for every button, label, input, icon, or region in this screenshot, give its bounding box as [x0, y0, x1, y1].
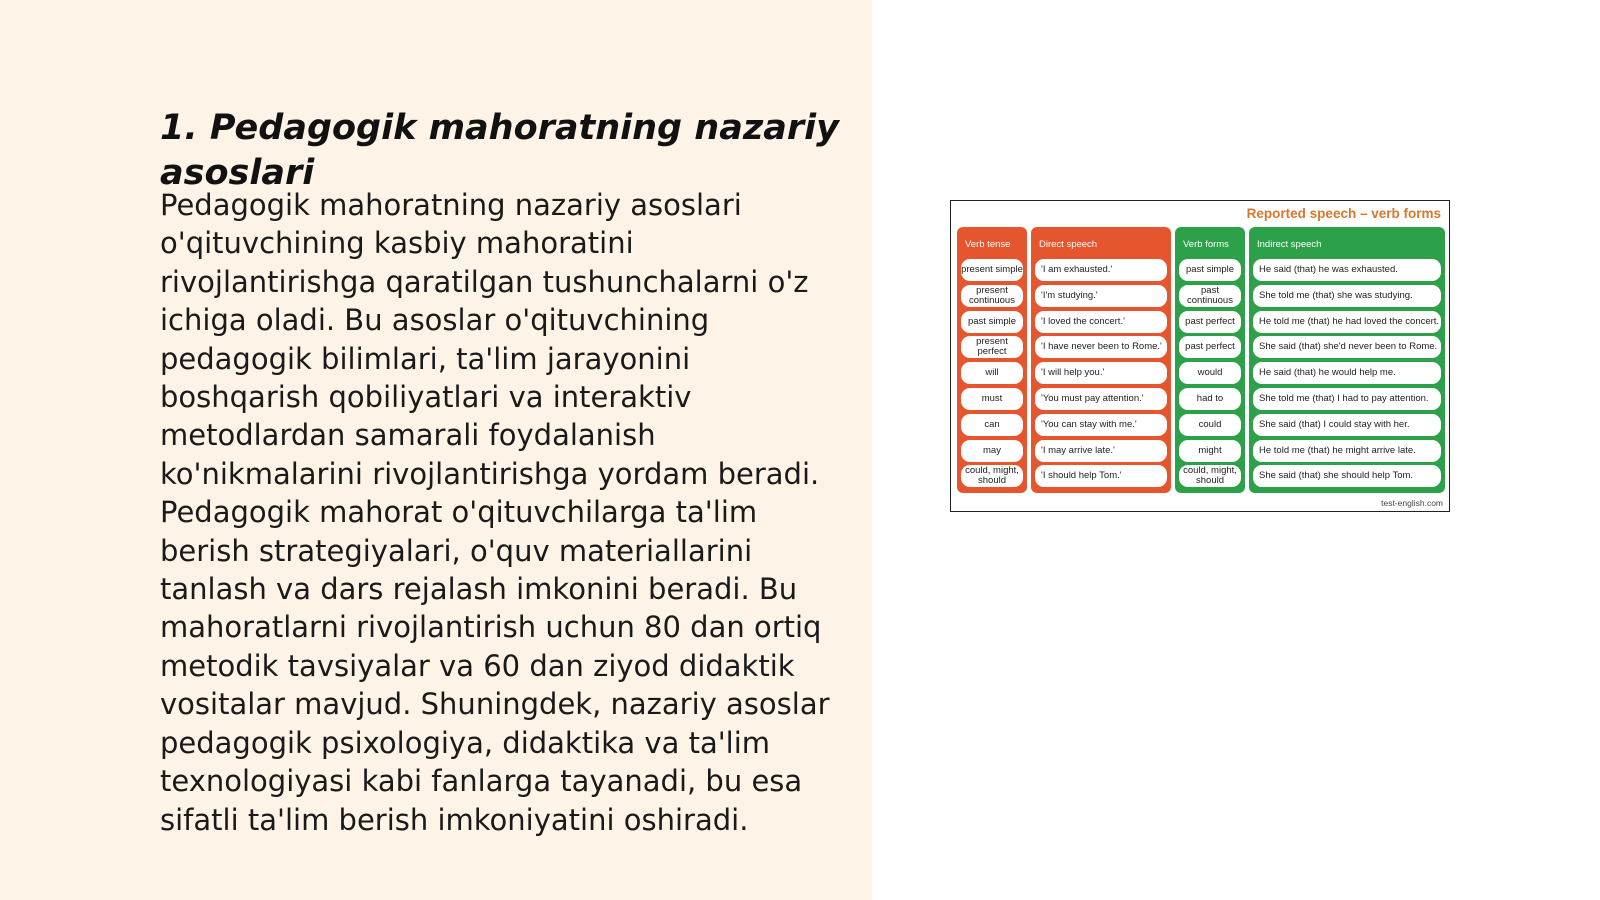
direct-speech-cell: 'I should help Tom.': [1035, 465, 1167, 487]
verb-tense-cell: could, might, should: [961, 465, 1023, 487]
direct-speech-column: [1031, 227, 1171, 493]
indirect-speech-column: [1249, 227, 1445, 493]
verb-tense-cell: past simple: [961, 311, 1023, 333]
verb-tense-cell: present simple: [961, 259, 1023, 281]
slide-body-text: Pedagogik mahoratning nazariy asoslari o'qituvchining kasbiy mahoratini rivojlantirishga qaratilgan tushunchalarni o'z ichiga oladi. Bu asoslar o'qituvchining pedagogik bilimlari, ta'lim jarayonini boshqarish qobiliyatlari va interaktiv metodlardan samarali foydalanish ko'nikmalarini rivojlantirishga yordam beradi. Pedagogik mahorat o'qituvchilarga ta'lim berish strategiyalari, o'quv materiallarini tanlash va dars rejalash imkonini beradi. Bu mahoratlarni rivojlantirish uchun 80 dan ortiq metodik tavsiyalar va 60 dan ziyod didaktik vositalar mavjud. Shuningdek, nazariy asoslar pedagogik psixologiya, didaktika va ta'lim texnologiyasi kabi fanlarga tayanadi, bu esa sifatli ta'lim berish imkoniyatini oshiradi.: [160, 188, 830, 837]
verb-tense-column: [957, 227, 1027, 493]
verb-form-cell: could: [1179, 414, 1241, 436]
reported-speech-figure: [950, 200, 1450, 512]
direct-speech-cell: 'You can stay with me.': [1035, 414, 1167, 436]
direct-speech-cell: 'You must pay attention.': [1035, 388, 1167, 410]
indirect-speech-header: Indirect speech: [1257, 239, 1322, 250]
verb-forms-header: Verb forms: [1183, 239, 1229, 250]
verb-tense-cell: present continuous: [961, 285, 1023, 307]
direct-speech-header: Direct speech: [1039, 239, 1098, 250]
indirect-speech-cell: He said (that) he was exhausted.: [1253, 259, 1441, 281]
verb-form-cell: had to: [1179, 388, 1241, 410]
verb-form-cell: past simple: [1179, 259, 1241, 281]
indirect-speech-cell: He said (that) he would help me.: [1253, 362, 1441, 384]
verb-form-cell: past perfect: [1179, 336, 1241, 358]
verb-form-cell: past perfect: [1179, 311, 1241, 333]
verb-forms-column: [1175, 227, 1245, 493]
indirect-speech-cell: She said (that) I could stay with her.: [1253, 414, 1441, 436]
direct-speech-cell: 'I may arrive late.': [1035, 440, 1167, 462]
direct-speech-cell: 'I'm studying.': [1035, 285, 1167, 307]
indirect-speech-cell: He told me (that) he might arrive late.: [1253, 440, 1441, 462]
verb-tense-cell: will: [961, 362, 1023, 384]
direct-speech-cell: 'I loved the concert.': [1035, 311, 1167, 333]
indirect-speech-cell: She said (that) she should help Tom.: [1253, 465, 1441, 487]
indirect-speech-cell: He told me (that) he had loved the concert.: [1253, 311, 1441, 333]
verb-tense-cell: must: [961, 388, 1023, 410]
verb-tense-cell: can: [961, 414, 1023, 436]
indirect-speech-cell: She told me (that) she was studying.: [1253, 285, 1441, 307]
verb-tense-cell: present perfect: [961, 336, 1023, 358]
verb-form-cell: would: [1179, 362, 1241, 384]
figure-title: Reported speech – verb forms: [1246, 206, 1441, 221]
figure-source: test-english.com: [1381, 498, 1443, 508]
direct-speech-cell: 'I will help you.': [1035, 362, 1167, 384]
verb-form-cell: past continuous: [1179, 285, 1241, 307]
indirect-speech-cell: She told me (that) I had to pay attention.: [1253, 388, 1441, 410]
direct-speech-cell: 'I am exhausted.': [1035, 259, 1167, 281]
slide-title: 1. Pedagogik mahoratning nazariy asoslari: [160, 108, 839, 193]
verb-form-cell: could, might, should: [1179, 465, 1241, 487]
verb-tense-cell: may: [961, 440, 1023, 462]
indirect-speech-cell: She said (that) she'd never been to Rome.: [1253, 336, 1441, 358]
verb-form-cell: might: [1179, 440, 1241, 462]
direct-speech-cell: 'I have never been to Rome.': [1035, 336, 1167, 358]
verb-tense-header: Verb tense: [965, 239, 1011, 250]
